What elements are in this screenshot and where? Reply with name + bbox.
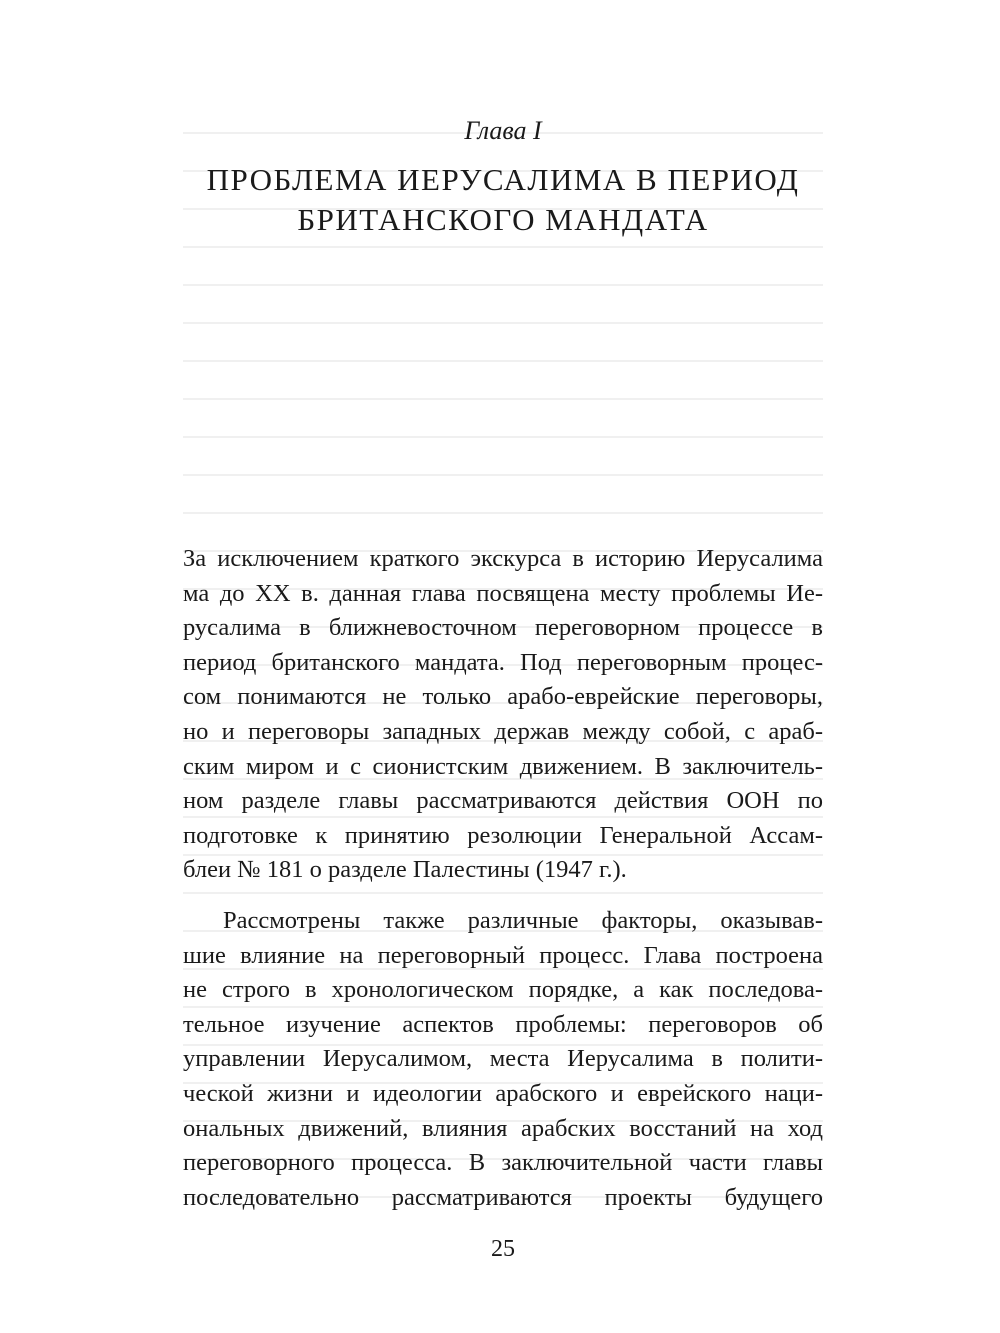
text-line: сом понимаются не только арабо-еврейские переговоры, bbox=[183, 683, 823, 711]
text-line: тельное изучение аспектов проблемы: переговоров об bbox=[183, 1010, 823, 1038]
chapter-title bbox=[183, 160, 823, 240]
text-line: не строго в хронологическом порядке, а как последова- bbox=[183, 976, 823, 1004]
text-line: ональных движений, влияния арабских восстаний на ход bbox=[183, 1114, 823, 1142]
text-line: ном разделе главы рассматриваются действия ООН по bbox=[183, 787, 823, 815]
book-page bbox=[183, 0, 823, 1333]
chapter-title-line-1: ПРОБЛЕМА ИЕРУСАЛИМА В ПЕРИОД bbox=[206, 162, 800, 197]
text-line: ческой жизни и идеологии арабского и еврейского наци- bbox=[183, 1079, 823, 1107]
text-line: ма до XX в. данная глава посвящена месту проблемы Ие- bbox=[183, 579, 823, 607]
paragraph-gap bbox=[183, 888, 823, 904]
text-line: управлении Иерусалимом, места Иерусалима в полити- bbox=[183, 1045, 823, 1073]
text-line: период британского мандата. Под переговорным процес- bbox=[183, 648, 823, 676]
paragraph-1 bbox=[183, 542, 823, 888]
text-line: последовательно рассматриваются проекты будущего bbox=[183, 1183, 823, 1211]
text-line: шие влияние на переговорный процесс. Глава построена bbox=[183, 941, 823, 969]
text-line: но и переговоры западных держав между собой, с араб- bbox=[183, 717, 823, 745]
page-number: 25 bbox=[491, 1236, 515, 1262]
text-line: Рассмотрены также различные факторы, оказывав- bbox=[223, 906, 823, 934]
text-line: За исключением краткого экскурса в историю Иерусалима bbox=[183, 545, 823, 572]
chapter-title-line-2: БРИТАНСКОГО МАНДАТА bbox=[297, 202, 709, 237]
paragraph-2 bbox=[183, 904, 823, 1215]
text-line: русалима в ближневосточном переговорном процессе в bbox=[183, 614, 823, 642]
text-line: ским миром и с сионистским движением. В заключитель- bbox=[183, 752, 823, 780]
text-line: переговорного процесса. В заключительной части главы bbox=[183, 1149, 823, 1177]
text-line: блеи № 181 о разделе Палестины (1947 г.). bbox=[183, 856, 627, 884]
chapter-label: Глава I bbox=[464, 116, 542, 145]
text-line: подготовке к принятию резолюции Генеральной Ассам- bbox=[183, 821, 823, 849]
body-text bbox=[183, 542, 823, 1215]
